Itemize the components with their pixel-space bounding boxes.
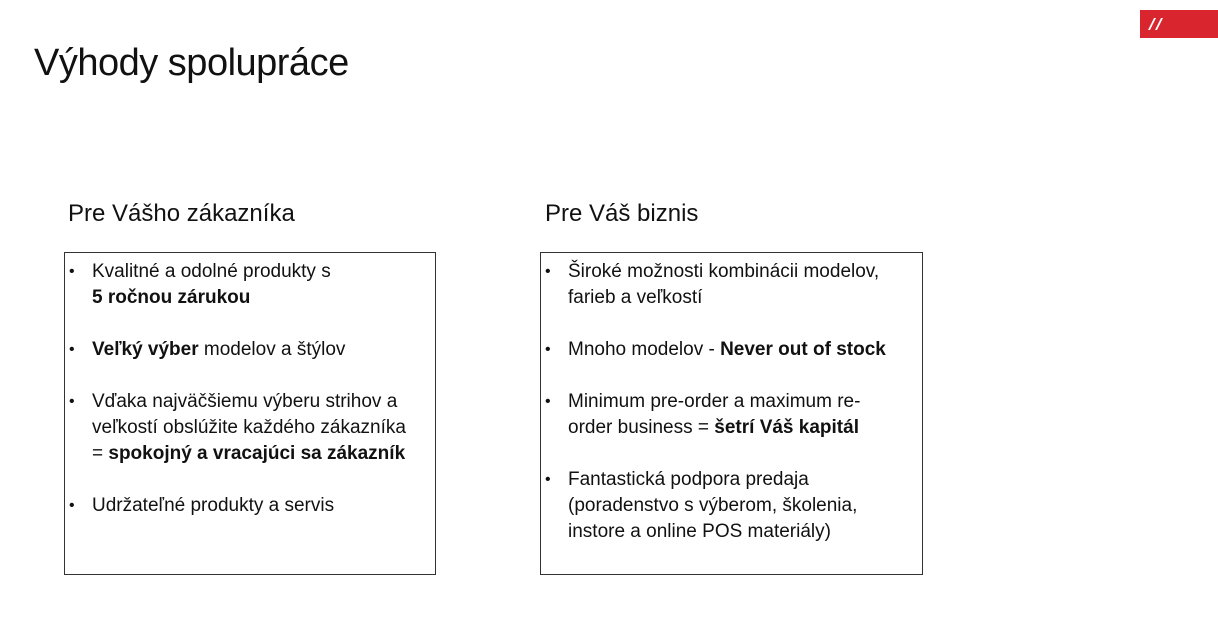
bullet: • — [545, 393, 551, 410]
brand-logo — [1140, 10, 1218, 38]
bullet: • — [545, 471, 551, 488]
bullet: • — [69, 393, 75, 410]
chevron-slash-logo-icon — [1146, 15, 1170, 33]
bullet: • — [69, 341, 75, 358]
page-title: Výhody spolupráce — [34, 42, 349, 84]
right-column-heading: Pre Váš biznis — [545, 200, 699, 227]
customer-benefits-box: • Kvalitné a odolné produkty s 5 ročnou zárukou • Veľký výber modelov a štýlov • Vďaka najväčšiemu výberu strihov a veľkostí obslúžite každého zákazníka = spokojný a vracajúci sa zákazník • Udržateľné produkty a servis — [64, 252, 436, 575]
bullet: • — [545, 341, 551, 358]
left-column-heading: Pre Vášho zákazníka — [68, 200, 295, 227]
business-benefits-box: • Široké možnosti kombinácii modelov, farieb a veľkostí • Mnoho modelov - Never out of stock • Minimum pre-order a maximum re- order business = šetrí Váš kapitál • Fantastická podpora predaja (poradenstvo s výberom, školenia, instore a online POS materiály) — [540, 252, 923, 575]
bullet: • — [69, 497, 75, 514]
bullet: • — [69, 263, 75, 280]
bullet: • — [545, 263, 551, 280]
